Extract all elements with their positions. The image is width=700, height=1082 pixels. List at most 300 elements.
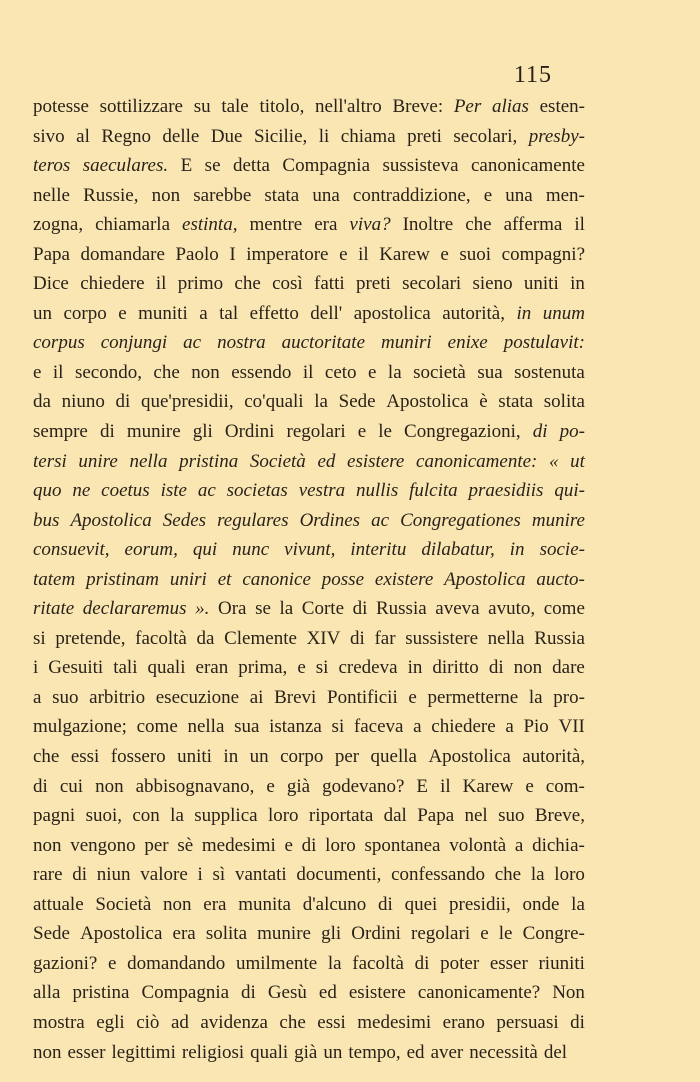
word: era: [203, 893, 227, 915]
italic-word: nella: [129, 450, 168, 472]
word: loro: [267, 805, 299, 827]
word: titolo,: [259, 96, 305, 117]
word: Breve,: [534, 805, 585, 827]
word: i: [197, 864, 203, 886]
italic-word: regulares: [217, 509, 289, 531]
word: presidii,: [449, 893, 511, 915]
text-line: [33, 299, 585, 329]
word: vantati: [234, 864, 287, 886]
italic-word: esistere: [347, 450, 405, 472]
word: muniti: [138, 302, 188, 324]
word: un: [249, 746, 269, 768]
word: come: [543, 598, 585, 620]
word: in: [407, 657, 423, 679]
word: del: [543, 1041, 568, 1063]
text-line: [33, 181, 585, 211]
italic-word: quo: [33, 480, 62, 502]
italic-word: Apostolica: [70, 509, 152, 531]
word: Russia: [375, 598, 427, 620]
body-text: [33, 92, 585, 1067]
word: società: [413, 361, 466, 383]
word: far: [374, 627, 396, 649]
word: I: [229, 243, 236, 265]
word: e: [284, 834, 293, 856]
word: a: [199, 302, 208, 324]
word: i: [33, 657, 39, 679]
word: pretende,: [55, 627, 126, 649]
word: di: [350, 627, 365, 649]
word: di: [352, 598, 368, 620]
word: Regno: [101, 125, 151, 147]
word: esten-: [539, 96, 585, 117]
word: per: [144, 834, 169, 856]
word: eran: [195, 657, 229, 679]
text-line: [33, 978, 585, 1008]
text-line: [33, 476, 585, 506]
word: loro: [554, 864, 585, 886]
word: dichia-: [532, 834, 585, 856]
word: riuniti: [538, 952, 585, 974]
word: sì: [212, 864, 226, 886]
word: E: [416, 775, 429, 797]
word: mostra: [33, 1011, 85, 1033]
word: sempre: [33, 421, 88, 443]
word: contraddizione,: [352, 184, 471, 206]
word: gli: [192, 421, 213, 443]
word: ai: [249, 686, 264, 708]
word: godevano?: [322, 775, 405, 797]
word: sussisteva: [382, 155, 459, 177]
italic-word: pristinam: [86, 568, 159, 590]
word: Inoltre: [402, 214, 454, 236]
word: corpo: [63, 302, 107, 324]
text-line: [33, 447, 585, 477]
word: sua: [477, 361, 503, 383]
word: suoi: [459, 243, 492, 265]
italic-word: bus: [33, 509, 60, 531]
italic-word: Sedes: [162, 509, 207, 531]
word: il: [155, 273, 167, 295]
word: erano: [442, 1011, 485, 1033]
word: canonicamente: [470, 155, 585, 177]
word: al: [76, 125, 90, 147]
text-line: [33, 358, 585, 388]
word: a: [514, 834, 524, 856]
word: dare: [552, 657, 585, 679]
word: preti: [407, 125, 442, 147]
word: una: [505, 184, 533, 206]
text-line: [33, 1008, 585, 1038]
italic-word: ut: [570, 450, 585, 472]
word: suo: [52, 686, 79, 708]
word: sarebbe: [193, 184, 252, 206]
word: sostenuta: [514, 361, 585, 383]
italic-word: eorum,: [124, 539, 178, 561]
word: aver: [430, 1041, 464, 1063]
italic-word: posse: [321, 568, 365, 590]
word: sua: [234, 716, 260, 738]
word: di: [378, 893, 393, 915]
page-number: 115: [513, 62, 552, 88]
word: la: [279, 598, 294, 620]
word: si: [331, 716, 345, 738]
text-line: [33, 240, 585, 270]
italic-word: societas: [226, 480, 288, 502]
word: tali: [113, 657, 138, 679]
text-line: [33, 565, 585, 595]
word: Società: [95, 893, 152, 915]
word: non: [33, 834, 62, 856]
word: non: [191, 361, 220, 383]
word: confessando: [391, 864, 485, 886]
word: di: [72, 864, 88, 886]
word: Brevi: [274, 686, 317, 708]
word: di: [414, 952, 430, 974]
word: quella: [370, 746, 417, 768]
word: avuto,: [488, 598, 536, 620]
word: il: [574, 214, 585, 236]
italic-word: declararemus: [82, 598, 187, 620]
word: stata: [498, 391, 534, 413]
word: medesimi: [201, 834, 276, 856]
word: niun: [96, 864, 131, 886]
word: regolari: [286, 421, 346, 443]
word: ad: [170, 1011, 189, 1033]
italic-word: ne: [72, 480, 91, 502]
text-line: [33, 949, 585, 979]
word: di: [241, 982, 256, 1004]
word: la: [571, 893, 585, 915]
word: e: [357, 421, 367, 443]
word: la: [314, 391, 328, 413]
word: spontanea: [364, 834, 441, 856]
word: non: [151, 184, 181, 206]
word: vengono: [70, 834, 136, 856]
word: delle: [162, 125, 200, 147]
word: egli: [96, 1011, 125, 1033]
italic-word: fulcita: [409, 480, 458, 502]
word: niuno: [61, 391, 105, 413]
word: Karew: [379, 243, 430, 265]
text-line: [33, 831, 585, 861]
word: com-: [545, 775, 585, 797]
italic-word: socie-: [539, 539, 585, 561]
word: que'presidii,: [140, 391, 234, 413]
word: compagni?: [501, 243, 585, 265]
word: permetterne: [427, 686, 519, 708]
word: corpo: [280, 746, 324, 768]
word: e: [297, 657, 306, 679]
italic-word: nostra: [217, 332, 266, 354]
italic-word: nullis: [355, 480, 399, 502]
word: solita: [205, 923, 248, 945]
word: onde: [522, 893, 560, 915]
word: Gesù: [267, 982, 307, 1004]
word: le: [378, 421, 392, 443]
word: avidenza: [200, 1011, 268, 1033]
italic-word: di: [532, 421, 548, 443]
word: essi: [317, 1011, 346, 1033]
word: quei: [404, 893, 438, 915]
italic-word: teros: [33, 155, 71, 177]
word: facoltà: [352, 952, 404, 974]
word: esser: [489, 952, 528, 974]
word: un: [323, 1041, 343, 1063]
italic-word: viva?: [349, 214, 391, 236]
word: la: [170, 805, 184, 827]
word: su: [193, 96, 211, 117]
word: e: [339, 243, 348, 265]
italic-word: canonicamente:: [416, 450, 538, 472]
word: documenti,: [296, 864, 382, 886]
text-line: [33, 801, 585, 831]
word: Paolo: [175, 243, 219, 265]
text-line: [33, 417, 585, 447]
word: abbisognavano,: [135, 775, 255, 797]
word: fossero: [110, 746, 166, 768]
word: rare: [33, 864, 63, 886]
word: con: [132, 805, 160, 827]
italic-word: ac: [371, 509, 390, 531]
italic-word: consuevit,: [33, 539, 110, 561]
text-line: [33, 653, 585, 683]
word: in: [570, 273, 585, 295]
italic-word: tatem: [33, 568, 76, 590]
word: da: [33, 391, 51, 413]
word: legittimi: [111, 1041, 176, 1063]
word: di: [488, 657, 504, 679]
word: attuale: [33, 893, 84, 915]
word: non: [513, 657, 543, 679]
word: diritto: [432, 657, 479, 679]
word: di: [570, 1011, 585, 1033]
word: E: [180, 155, 193, 177]
text-line: [33, 683, 585, 713]
word: dal: [383, 805, 407, 827]
word: che: [153, 361, 180, 383]
text-line: [33, 122, 585, 152]
word: e: [33, 361, 42, 383]
italic-word: Congregationes: [400, 509, 521, 531]
italic-word: in: [509, 539, 525, 561]
italic-word: canonice: [242, 568, 311, 590]
word: la: [327, 952, 342, 974]
word: Sicilie,: [253, 125, 308, 147]
word: alla: [33, 982, 61, 1004]
italic-word: unire: [78, 450, 118, 472]
italic-word: pristina: [179, 450, 239, 472]
word: già: [294, 1041, 318, 1063]
word: domandando: [127, 952, 226, 974]
italic-word: aucto-: [536, 568, 585, 590]
word: un: [33, 302, 52, 324]
word: e: [118, 302, 127, 324]
word: Russie,: [83, 184, 139, 206]
word: religiosi: [181, 1041, 245, 1063]
italic-word: enixe: [447, 332, 488, 354]
word: Due: [210, 125, 243, 147]
word: e: [480, 923, 489, 945]
word: stata: [264, 184, 300, 206]
word: pro-: [553, 686, 585, 708]
italic-word: existere: [374, 568, 434, 590]
word: afferma: [503, 214, 563, 236]
word: la: [387, 361, 402, 383]
word: istanza: [269, 716, 322, 738]
word: nella: [487, 627, 525, 649]
italic-word: ritate: [33, 598, 75, 620]
word: Congregazioni,: [404, 421, 521, 443]
word: co'quali: [244, 391, 304, 413]
word: Ordini: [224, 421, 275, 443]
word: e: [368, 361, 377, 383]
word: Pontificii: [327, 686, 398, 708]
text-line: [33, 742, 585, 772]
word: riportata: [308, 805, 374, 827]
italic-word: interitu: [350, 539, 407, 561]
word: XIV: [306, 627, 341, 649]
word: secolari: [402, 273, 462, 295]
word: quali: [250, 1041, 289, 1063]
word: sè: [177, 834, 194, 856]
italic-word: Ordines: [299, 509, 361, 531]
italic-word: muniri: [380, 332, 432, 354]
word: tal: [219, 302, 239, 324]
word: uniti: [523, 273, 559, 295]
word: una: [312, 184, 340, 206]
word: chiamarla: [95, 214, 171, 236]
word: sieno: [472, 273, 513, 295]
word: sottilizzare: [99, 96, 183, 117]
word: autorità,: [442, 302, 505, 324]
word: in: [223, 746, 239, 768]
word: era: [314, 214, 338, 236]
italic-word: Apostolica: [444, 568, 526, 590]
word: d'alcuno: [302, 893, 367, 915]
word: uniti: [177, 746, 212, 768]
word: ciò: [136, 1011, 160, 1033]
word: faceva: [353, 716, 404, 738]
word: sussistere: [405, 627, 479, 649]
word: quali: [147, 657, 186, 679]
word: già: [286, 775, 311, 797]
word: era: [172, 923, 196, 945]
word: se: [255, 598, 271, 620]
word: chiedere: [431, 716, 496, 738]
word: Clemente: [224, 627, 297, 649]
italic-word: vestra: [298, 480, 346, 502]
word: zogna,: [33, 214, 84, 236]
word: VII: [558, 716, 585, 738]
word: e: [108, 952, 117, 974]
text-line: [33, 92, 585, 122]
word: non: [33, 1041, 62, 1063]
word: munire: [126, 421, 181, 443]
text-line: [33, 594, 585, 624]
word: Non: [552, 982, 585, 1004]
italic-word: qui-: [554, 480, 585, 502]
word: che: [279, 1011, 306, 1033]
italic-word: nunc: [232, 539, 270, 561]
word: tale: [221, 96, 249, 117]
word: Apostolica: [80, 923, 163, 945]
word: da: [196, 627, 215, 649]
word: mulgazione;: [33, 716, 127, 738]
word: ed: [406, 1041, 425, 1063]
word: nell'altro: [315, 96, 382, 117]
word: nella: [187, 716, 225, 738]
text-line: [33, 535, 585, 565]
italic-word: coetus: [101, 480, 150, 502]
word: suo: [498, 805, 525, 827]
word: apostolica: [353, 302, 431, 324]
text-line: [33, 210, 585, 240]
word: a: [505, 716, 514, 738]
word: cui: [59, 775, 84, 797]
word: mentre: [249, 214, 303, 236]
text-line: [33, 506, 585, 536]
word: di: [33, 775, 48, 797]
italic-word: in: [516, 302, 532, 324]
word: che: [465, 214, 492, 236]
word: e: [266, 775, 275, 797]
word: Papa: [417, 805, 455, 827]
word: essendo: [231, 361, 292, 383]
word: di: [115, 391, 131, 413]
italic-word: praesidiis: [468, 480, 544, 502]
text-line: [33, 772, 585, 802]
word: Apostolica: [428, 746, 511, 768]
italic-word: iste: [160, 480, 187, 502]
word: Gesuiti: [48, 657, 104, 679]
word: sivo: [33, 125, 65, 147]
text-line: [33, 624, 585, 654]
word: non: [163, 893, 192, 915]
word: Sede: [338, 391, 376, 413]
text-line: [33, 890, 585, 920]
word: effetto: [249, 302, 299, 324]
word: e: [440, 243, 449, 265]
word: valore: [140, 864, 188, 886]
italic-word: ».: [195, 598, 210, 620]
word: si: [33, 627, 46, 649]
text-line: [33, 860, 585, 890]
word: prima,: [238, 657, 288, 679]
word: chiama: [340, 125, 396, 147]
word: men-: [545, 184, 585, 206]
word: li: [318, 125, 330, 147]
word: la: [528, 686, 543, 708]
word: Karew: [462, 775, 514, 797]
word: esecuzione: [155, 686, 240, 708]
word: Congre-: [522, 923, 585, 945]
word: Ordini: [351, 923, 401, 945]
word: così: [272, 273, 303, 295]
italic-word: munire: [531, 509, 585, 531]
word: il: [440, 775, 451, 797]
word: gazioni?: [33, 952, 98, 974]
word: nelle: [33, 184, 70, 206]
italic-word: qui: [192, 539, 218, 561]
italic-word: «: [549, 450, 559, 472]
word: Ora: [217, 598, 247, 620]
word: primo: [177, 273, 224, 295]
word: fatti: [314, 273, 345, 295]
italic-word: vivunt,: [284, 539, 336, 561]
italic-word: corpus: [33, 332, 85, 354]
word: preti: [355, 273, 391, 295]
text-line: [33, 712, 585, 742]
